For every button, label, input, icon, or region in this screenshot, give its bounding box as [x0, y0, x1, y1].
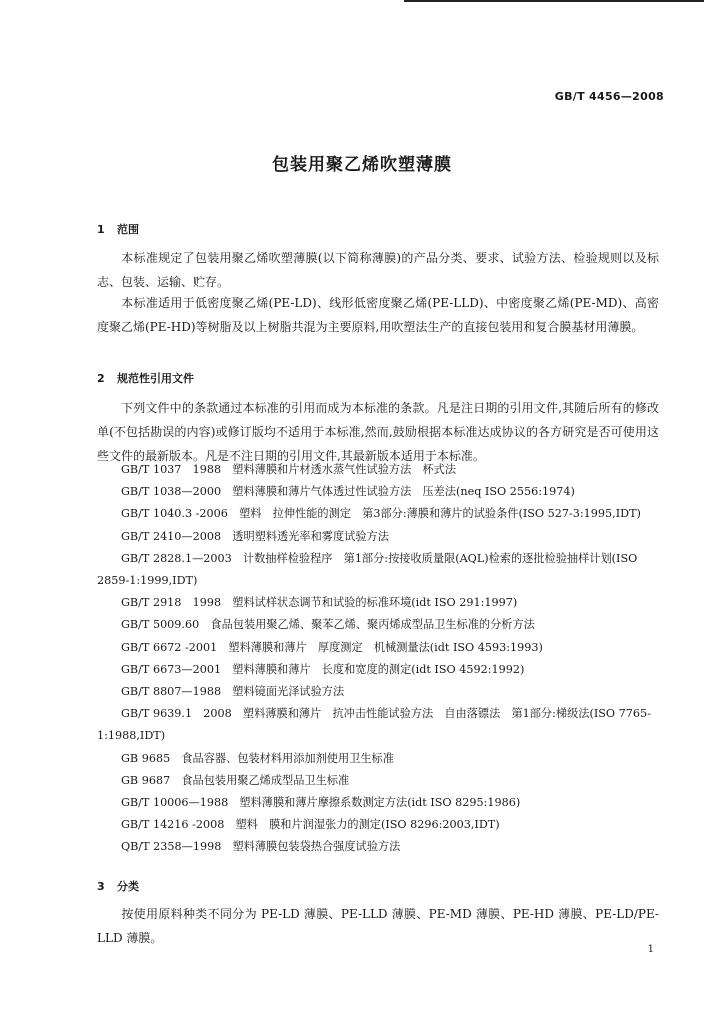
section-number: 1 — [97, 223, 105, 236]
reference-item: GB/T 1037 1988 塑料薄膜和片材透水蒸气性试验方法 杯式法 — [121, 463, 457, 476]
scan-border-line — [404, 0, 704, 2]
reference-item: GB 9685 食品容器、包装材料用添加剂使用卫生标准 — [121, 751, 394, 765]
section-title: 分类 — [117, 880, 139, 893]
section-title: 范围 — [117, 223, 139, 236]
reference-item: GB/T 8807—1988 塑料镜面光泽试验方法 — [121, 685, 345, 699]
reference-item: GB 9687 食品包装用聚乙烯成型品卫生标准 — [121, 773, 350, 787]
standard-number: GB/T 4456—2008 — [554, 90, 664, 103]
reference-item: GB/T 9639.1 2008 塑料薄膜和薄片 抗冲击性能试验方法 自由落镖法 第1部分:梯级法(ISO 7765-1:1988,IDT) — [97, 707, 651, 743]
page-number: 1 — [647, 944, 654, 955]
reference-item: GB/T 10006—1988 塑料薄膜和薄片摩擦系数测定方法(idt ISO 8295:1986) — [121, 796, 521, 810]
section-title: 规范性引用文件 — [117, 372, 194, 385]
normative-references-list — [97, 459, 659, 859]
reference-item: QB/T 2358—1998 塑料薄膜包装袋热合强度试验方法 — [121, 840, 401, 854]
reference-item: GB/T 14216 -2008 塑料 膜和片润湿张力的测定(ISO 8296:2003,IDT) — [121, 818, 500, 832]
reference-item: GB/T 1038—2000 塑料薄膜和薄片气体透过性试验方法 压差法(neq ISO 2556:1974) — [121, 485, 575, 499]
document-title: 包装用聚乙烯吹塑薄膜 — [272, 155, 452, 175]
section-1-paragraph — [97, 291, 659, 339]
section-3-paragraph — [97, 902, 659, 950]
paragraph-text: 按使用原料种类不同分为 PE-LD 薄膜、PE-LLD 薄膜、PE-MD 薄膜、PE-HD 薄膜、PE-LD/PE-LLD 薄膜。 — [97, 907, 659, 945]
section-1-heading — [97, 221, 139, 237]
section-2-paragraph — [97, 396, 659, 468]
reference-item: GB/T 2918 1998 塑料试样状态调节和试验的标准环境(idt ISO 291:1997) — [121, 596, 518, 610]
section-3-heading — [97, 878, 139, 894]
reference-item: GB/T 2410—2008 透明塑料透光率和雾度试验方法 — [121, 529, 389, 543]
paragraph-text: 本标准规定了包装用聚乙烯吹塑薄膜(以下简称薄膜)的产品分类、要求、试验方法、检验规则以及标志、包装、运输、贮存。 — [97, 251, 659, 289]
reference-item: GB/T 6672 -2001 塑料薄膜和薄片 厚度测定 机械测量法(idt ISO 4593:1993) — [121, 640, 543, 654]
section-2-heading — [97, 370, 194, 386]
section-1-paragraph — [97, 246, 659, 294]
section-number: 3 — [97, 880, 105, 893]
reference-item: GB/T 1040.3 -2006 塑料 拉伸性能的测定 第3部分:薄膜和薄片的试验条件(ISO 527-3:1995,IDT) — [121, 507, 641, 521]
reference-item: GB/T 6673—2001 塑料薄膜和薄片 长度和宽度的测定(idt ISO 4592:1992) — [121, 662, 525, 676]
reference-item: GB/T 5009.60 食品包装用聚乙烯、聚苯乙烯、聚丙烯成型品卫生标准的分析方法 — [121, 618, 535, 632]
section-number: 2 — [97, 372, 105, 385]
paragraph-text: 本标准适用于低密度聚乙烯(PE-LD)、线形低密度聚乙烯(PE-LLD)、中密度聚乙烯(PE-MD)、高密度聚乙烯(PE-HD)等树脂及以上树脂共混为主要原料,用吹塑法生产的直接包装用和复合膜基材用薄膜。 — [97, 296, 659, 334]
reference-item: GB/T 2828.1—2003 计数抽样检验程序 第1部分:按接收质量限(AQL)检索的逐批检验抽样计划(ISO 2859-1:1999,IDT) — [97, 551, 638, 588]
paragraph-text: 下列文件中的条款通过本标准的引用而成为本标准的条款。凡是注日期的引用文件,其随后所有的修改单(不包括勘误的内容)或修订版均不适用于本标准,然而,鼓励根据本标准达成协议的各方研究是否可使用这些文件的最新版本。凡是不注日期的引用文件,其最新版本适用于本标准。 — [97, 401, 659, 463]
